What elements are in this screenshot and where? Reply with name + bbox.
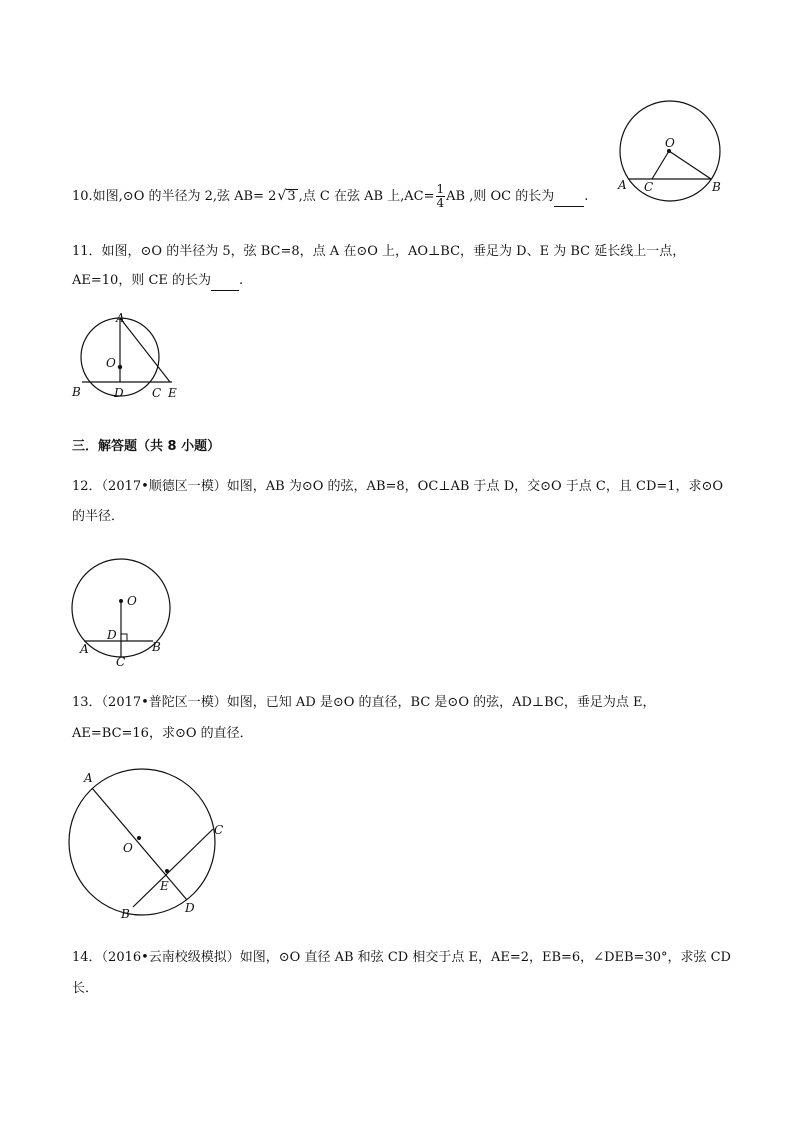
q11-label-e: E bbox=[168, 386, 177, 400]
q12-label-d: D bbox=[107, 628, 117, 642]
q11-label-o: O bbox=[106, 356, 116, 370]
q11-label-a: A bbox=[116, 311, 125, 325]
q13-label-b: B bbox=[121, 907, 130, 921]
q10-radicand: 3 bbox=[287, 189, 296, 204]
q10-text bbox=[72, 183, 588, 210]
q10-label-a: A bbox=[618, 178, 627, 192]
q12-label-o: O bbox=[127, 594, 137, 608]
q10-fraction bbox=[436, 183, 446, 210]
q13-label-c: C bbox=[214, 823, 224, 837]
q11-figure bbox=[66, 308, 186, 404]
q14-line2: 长． bbox=[72, 981, 99, 996]
q11-center-dot bbox=[118, 365, 122, 369]
q10-segment-ob bbox=[669, 151, 711, 179]
q13-diameter-ad bbox=[92, 788, 187, 900]
q10-frac-num: 1 bbox=[436, 182, 445, 196]
q11-label-c: C bbox=[152, 386, 162, 400]
q13-label-a: A bbox=[84, 771, 93, 785]
q13-point-e-dot bbox=[165, 869, 169, 873]
q12-right-angle-mark bbox=[121, 634, 127, 641]
q12-line1: 12．（2017•顺德区一模）如图，AB 为⊙O 的弦，AB=8，OC⊥AB 于点 D，交⊙O 于点 C，且 CD=1，求⊙O bbox=[72, 479, 724, 494]
q13-label-d: D bbox=[185, 901, 195, 915]
q11-line2 bbox=[72, 272, 243, 291]
q13-label-o: O bbox=[123, 841, 133, 855]
q11-line1: 11．如图，⊙O 的半径为 5，弦 BC=8，点 A 在⊙O 上，AO⊥BC，垂足为 D、E 为 BC 延长线上一点， bbox=[72, 244, 686, 259]
q10-answer-blank[interactable] bbox=[554, 188, 584, 207]
q11-line2-text: AE=10，则 CE 的长为 bbox=[72, 273, 212, 288]
q12-line2: 的半径． bbox=[72, 509, 125, 524]
q10-segment-oc bbox=[652, 151, 669, 179]
q13-line2: AE=BC=16，求⊙O 的直径． bbox=[72, 726, 253, 741]
q14-line1: 14．（2016•云南校级模拟）如图，⊙O 直径 AB 和弦 CD 相交于点 E，AE=2，EB=6，∠DEB=30°，求弦 CD bbox=[72, 950, 731, 965]
q12-label-a: A bbox=[80, 642, 89, 656]
q11-label-b: B bbox=[72, 385, 81, 399]
q12-label-b: B bbox=[152, 640, 161, 654]
q10-part2: ,点 C 在弦 AB 上,AC= bbox=[298, 189, 435, 204]
q10-label-o: O bbox=[665, 136, 675, 150]
q13-figure bbox=[66, 766, 236, 926]
q10-part1: 10.如图,⊙O 的半径为 2,弦 AB= 2 bbox=[72, 189, 277, 204]
q13-center-dot bbox=[137, 836, 141, 840]
q10-frac-den: 4 bbox=[436, 196, 445, 210]
q13-line1: 13．（2017•普陀区一模）如图，已知 AD 是⊙O 的直径，BC 是⊙O 的弦，AD⊥BC，垂足为点 E， bbox=[72, 695, 656, 710]
q10-figure bbox=[612, 96, 732, 206]
q13-label-e: E bbox=[160, 879, 169, 893]
q10-part3: AB ,则 OC 的长为 bbox=[446, 189, 555, 204]
q11-label-d: D bbox=[114, 386, 124, 400]
section-heading: 三．解答题（共 8 小题） bbox=[72, 439, 221, 454]
q12-figure bbox=[62, 555, 180, 670]
q10-label-c: C bbox=[644, 180, 654, 194]
q11-line2-end: . bbox=[239, 273, 244, 288]
q10-label-b: B bbox=[712, 180, 721, 194]
q10-sqrt: √3 bbox=[277, 188, 296, 204]
q12-center-dot bbox=[119, 599, 123, 603]
q13-chord-bc bbox=[133, 829, 213, 907]
q12-label-c: C bbox=[116, 655, 126, 669]
q11-answer-blank[interactable] bbox=[211, 272, 239, 291]
q10-end: . bbox=[584, 189, 589, 204]
q13-circle bbox=[69, 769, 215, 915]
